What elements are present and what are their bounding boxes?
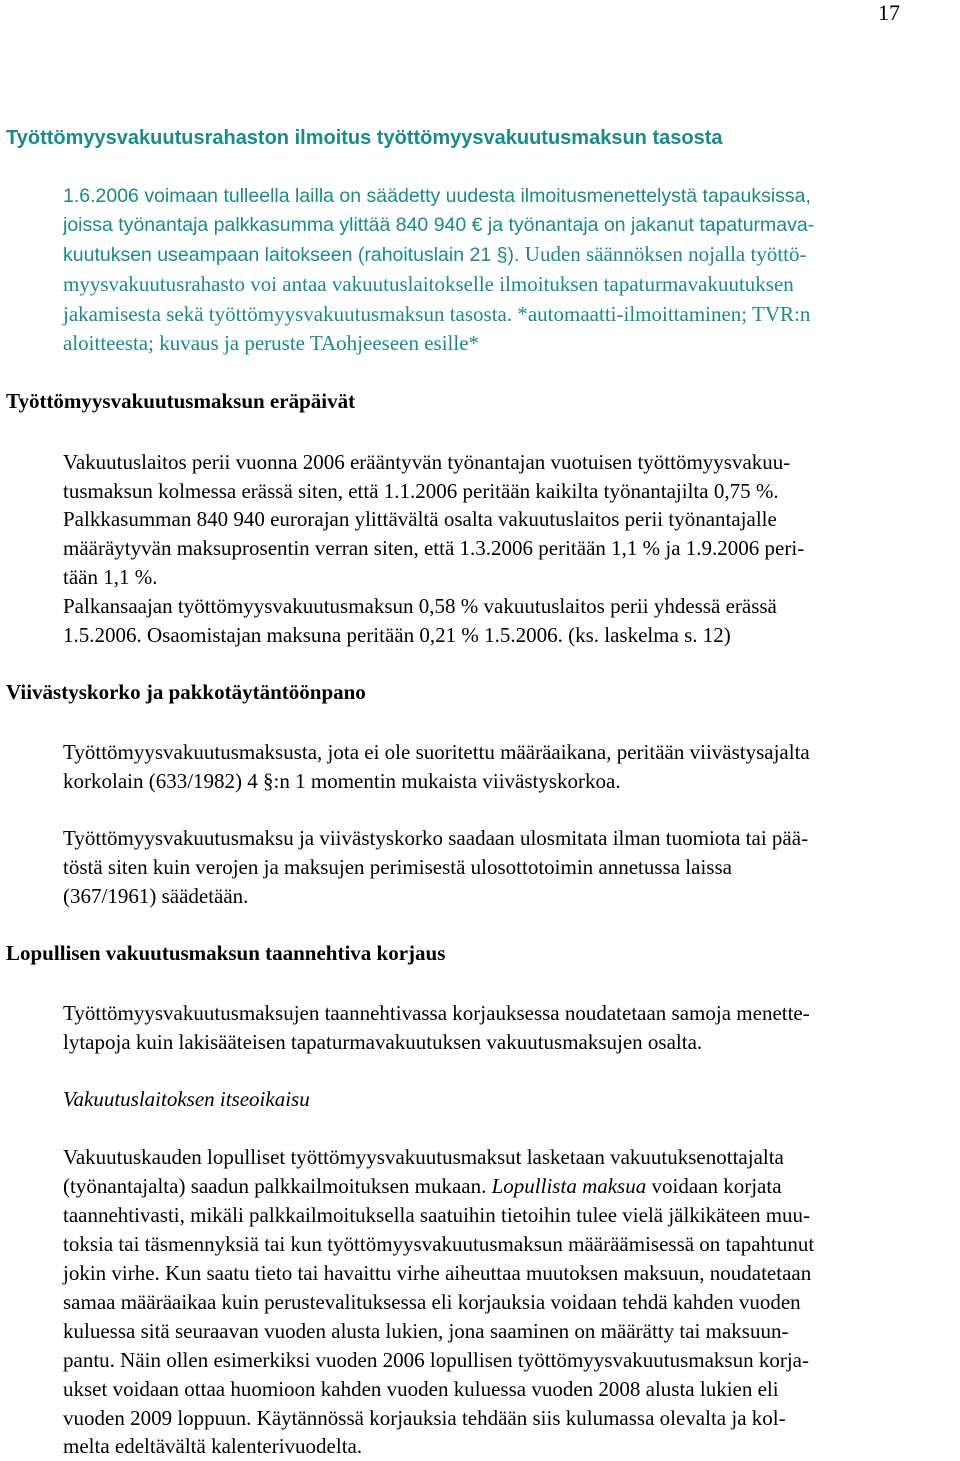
body-line: melta edeltävältä kalenterivuodelta. [63,1434,363,1458]
body-line: Palkansaajan työttömyysvakuutusmaksun 0,58 % vakuutuslaitos perii yhdessä erässä [63,594,777,618]
intro-text: jakamisesta sekä työttömyysvakuutusmaksun tasosta. [63,302,513,326]
body-line: korkolain (633/1982) 4 §:n 1 momentin mukaista viivästyskorkoa. [63,769,621,793]
body-line: 1.5.2006. Osaomistajan maksuna peritään 0,21 % 1.5.2006. (ks. laskelma s. 12) [63,623,731,647]
body-line: määräytyvän maksuprosentin verran siten, että 1.3.2006 peritään 1,1 % ja 1.9.2006 peri- [63,536,805,560]
correction-heading: Lopullisen vakuutusmaksun taannehtiva korjaus [6,941,446,965]
body-line: töstä siten kuin verojen ja maksujen perimisestä ulosottotoimin annetussa laissa [63,855,732,879]
intro-line: joissa työnantaja palkkasumma ylittää 840 940 € ja työnantaja on jakanut tapaturmava- [63,214,815,236]
body-line: taannehtivasti, mikäli palkkailmoituksella saatuihin tietoihin tulee vielä jälkikäteen muu- [63,1203,811,1227]
body-line: ukset voidaan ottaa huomioon kahden vuoden kuluessa vuoden 2008 alusta lukien eli [63,1377,779,1401]
body-line: vuoden 2009 loppuun. Käytännössä korjauksia tehdään siis kulumassa olevalta ja kol- [63,1406,786,1430]
intro-line [63,239,806,270]
intro-text: kuutuksen useampaan laitokseen (rahoituslain 21 §). [63,244,520,266]
intro-text: Uuden säännöksen nojalla työttö- [524,242,807,266]
due-dates-heading: Työttömyysvakuutusmaksun eräpäivät [6,389,356,413]
body-line: Vakuutuslaitos perii vuonna 2006 erääntyvän työnantajan vuotuisen työttömyysvakuu- [63,450,791,474]
emphasis-text: Lopullista maksua [491,1174,647,1198]
self-correction-subheading: Vakuutuslaitoksen itseoikaisu [63,1087,310,1111]
body-line: (367/1961) säädetään. [63,884,249,908]
body-line: jokin virhe. Kun saatu tieto tai havaittu virhe aiheuttaa muutoksen maksuun, noudatetaan [63,1261,812,1285]
intro-line: aloitteesta; kuvaus ja peruste TAohjeeseen esille* [63,331,480,355]
body-line: Työttömyysvakuutusmaksusta, jota ei ole suoritettu määräaikana, peritään viivästysajalta [63,740,810,764]
section-title: Työttömyysvakuutusrahaston ilmoitus työttömyysvakuutusmaksun tasosta [6,127,723,149]
body-line [63,1171,782,1201]
body-line: toksia tai täsmennyksiä tai kun työttömyysvakuutusmaksun määräämisessä on tapahtunut [63,1232,815,1256]
intro-line: 1.6.2006 voimaan tulleella lailla on säädetty uudesta ilmoitusmenettelystä tapauksissa, [63,185,811,207]
intro-line [63,299,810,329]
body-line: Työttömyysvakuutusmaksu ja viivästyskorko saadaan ulosmitata ilman tuomiota tai pää- [63,826,809,850]
late-interest-heading: Viivästyskorko ja pakkotäytäntöönpano [6,680,366,704]
body-line: lytapoja kuin lakisääteisen tapaturmavakuutuksen vakuutusmaksujen osalta. [63,1030,703,1054]
body-line: Työttömyysvakuutusmaksujen taannehtivassa korjauksessa noudatetaan samoja menette- [63,1001,810,1025]
body-line: kuluessa sitä seuraavan vuoden alusta lukien, jona saaminen on määrätty tai maksuun- [63,1319,789,1343]
body-line: tusmaksun kolmessa erässä siten, että 1.1.2006 peritään kaikilta työnantajilta 0,75 %. [63,479,779,503]
body-line: tään 1,1 %. [63,565,158,589]
body-line: Palkkasumman 840 940 eurorajan ylittävältä osalta vakuutuslaitos perii työnantajalle [63,507,777,531]
body-text: voidaan korjata [651,1174,782,1198]
body-line: pantu. Näin ollen esimerkiksi vuoden 2006 lopullisen työttömyysvakuutusmaksun korja- [63,1348,809,1372]
page-number: 17 [878,0,900,25]
intro-text: *automaatti-ilmoittaminen; TVR:n [517,302,811,326]
intro-line: myysvakuutusrahasto voi antaa vakuutuslaitokselle ilmoituksen tapaturmavakuutuksen [63,272,794,296]
body-line: samaa määräaikaa kuin perustevalituksessa eli korjauksia voidaan tehdä kahden vuoden [63,1290,801,1314]
body-line: Vakuutuskauden lopulliset työttömyysvakuutusmaksut lasketaan vakuutuksenottajalta [63,1145,784,1169]
body-text: (työnantajalta) saadun palkkailmoituksen mukaan. [63,1174,487,1198]
